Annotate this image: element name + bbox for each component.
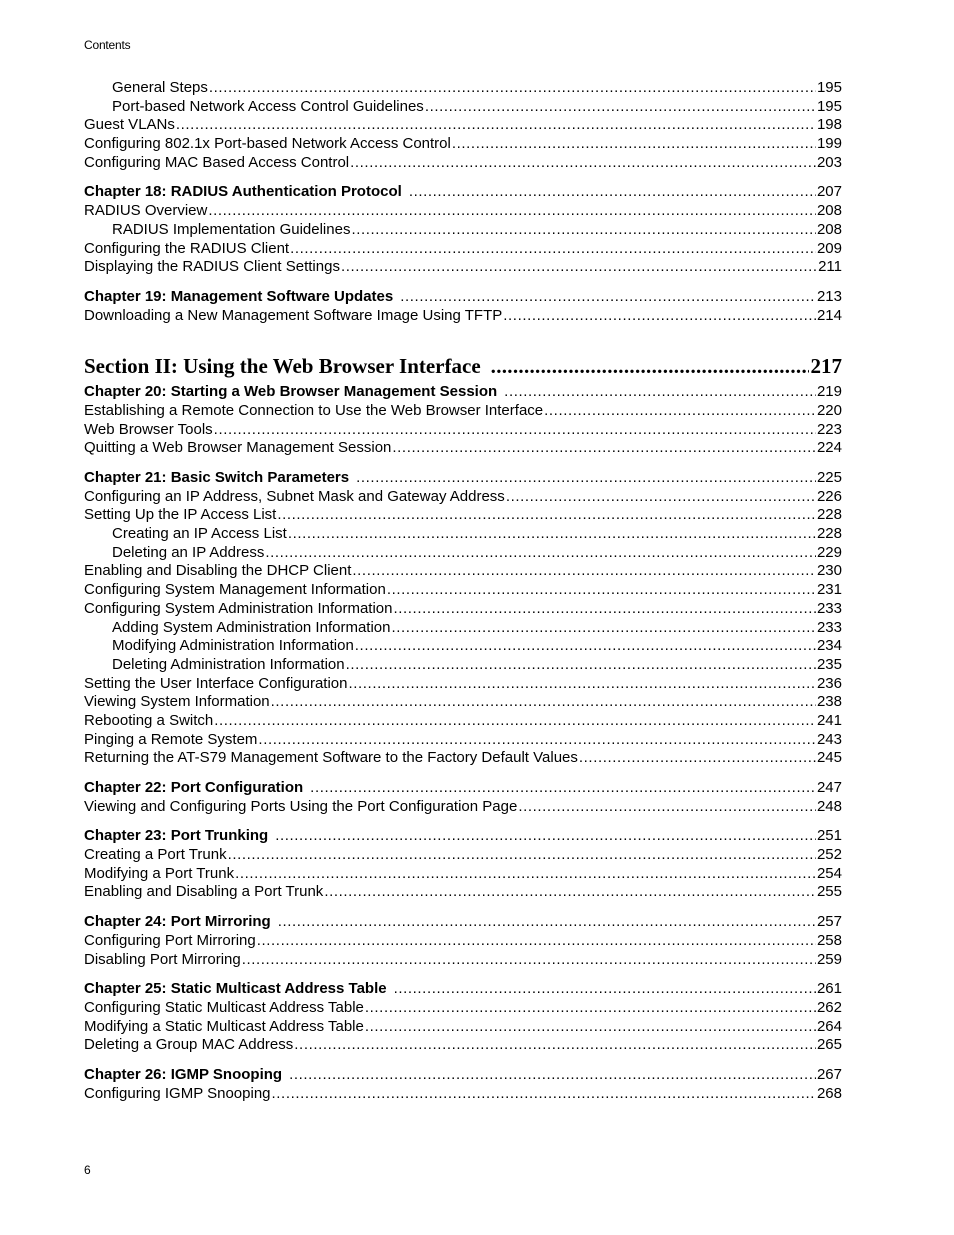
dot-leader xyxy=(348,675,815,694)
toc-page-number: 195 xyxy=(816,79,842,96)
dot-leader xyxy=(394,980,816,999)
toc-page-number: 226 xyxy=(816,487,842,505)
toc-subentry xyxy=(84,544,842,563)
toc-subentry xyxy=(84,619,842,638)
dot-leader xyxy=(310,779,816,798)
toc-title: Guest VLANs xyxy=(84,116,175,134)
toc-page-number: 203 xyxy=(816,153,842,171)
toc-page-number: 231 xyxy=(816,581,842,599)
dot-leader xyxy=(391,619,816,638)
dot-leader xyxy=(579,749,816,768)
dot-leader xyxy=(278,913,816,932)
dot-leader xyxy=(272,1085,816,1104)
dot-leader xyxy=(289,1066,816,1085)
toc-title: Quitting a Web Browser Management Session xyxy=(84,439,392,457)
toc-entry xyxy=(84,240,842,259)
toc-entry xyxy=(84,883,842,902)
toc-title: Configuring 802.1x Port-based Network Access Control xyxy=(84,135,451,153)
toc-title: Configuring Port Mirroring xyxy=(84,931,256,949)
dot-leader xyxy=(257,932,816,951)
toc-entry xyxy=(84,999,842,1018)
toc-title: Chapter 18: RADIUS Authentication Protocol xyxy=(84,183,402,201)
toc-page-number: 224 xyxy=(816,439,842,457)
toc-title: General Steps xyxy=(112,79,208,96)
toc-entry xyxy=(84,675,842,694)
toc-title: Configuring MAC Based Access Control xyxy=(84,153,350,171)
toc-page-number: 267 xyxy=(816,1065,842,1083)
toc-title: Chapter 26: IGMP Snooping xyxy=(84,1065,283,1083)
dot-leader xyxy=(506,488,816,507)
toc-title: Port-based Network Access Control Guidelines xyxy=(112,97,424,115)
toc-title: Configuring the RADIUS Client xyxy=(84,239,290,257)
toc-page-number: 268 xyxy=(816,1084,842,1102)
toc-title: Establishing a Remote Connection to Use the Web Browser Interface xyxy=(84,401,544,419)
toc-entry xyxy=(84,798,842,817)
dot-leader xyxy=(393,600,815,619)
toc-page-number: 223 xyxy=(816,420,842,438)
dot-leader xyxy=(209,79,816,98)
toc-page-number: 254 xyxy=(816,864,842,882)
dot-leader xyxy=(214,421,816,440)
toc-entry xyxy=(84,488,842,507)
dot-leader xyxy=(242,951,816,970)
toc-page-number: 238 xyxy=(816,693,842,711)
toc-page-number: 219 xyxy=(816,383,842,401)
toc-title: Returning the AT-S79 Management Software to the Factory Default Values xyxy=(84,749,578,767)
toc-entry xyxy=(84,506,842,525)
toc-page-number: 198 xyxy=(816,116,842,134)
toc-page-number: 209 xyxy=(816,239,842,257)
toc-chapter xyxy=(84,1066,842,1085)
toc-chapter xyxy=(84,383,842,402)
dot-leader xyxy=(350,154,816,173)
dot-leader xyxy=(294,1036,816,1055)
table-of-contents xyxy=(84,79,842,1103)
toc-page-number: 251 xyxy=(816,827,842,845)
toc-entry xyxy=(84,154,842,173)
toc-title: RADIUS Overview xyxy=(84,202,208,220)
toc-page-number: 229 xyxy=(816,543,842,561)
toc-entry xyxy=(84,932,842,951)
toc-subentry xyxy=(84,656,842,675)
page-number: 6 xyxy=(84,1163,91,1177)
toc-title: Rebooting a Switch xyxy=(84,711,214,729)
toc-entry xyxy=(84,731,842,750)
dot-leader xyxy=(425,98,816,117)
toc-page-number: 230 xyxy=(816,562,842,580)
toc-entry xyxy=(84,202,842,221)
dot-leader xyxy=(504,383,816,402)
toc-title: Configuring an IP Address, Subnet Mask and Gateway Address xyxy=(84,487,505,505)
dot-leader xyxy=(208,202,816,221)
toc-title: Deleting Administration Information xyxy=(112,655,345,673)
toc-page-number: 261 xyxy=(816,980,842,998)
toc-chapter xyxy=(84,288,842,307)
dot-leader xyxy=(265,544,816,563)
toc-page-number: 257 xyxy=(816,913,842,931)
toc-chapter xyxy=(84,827,842,846)
dot-leader xyxy=(518,798,816,817)
toc-entry xyxy=(84,712,842,731)
dot-leader xyxy=(214,712,816,731)
toc-page-number: 233 xyxy=(816,599,842,617)
toc-page-number: 214 xyxy=(816,306,842,324)
toc-entry xyxy=(84,135,842,154)
toc-title: Pinging a Remote System xyxy=(84,730,258,748)
toc-title: Viewing System Information xyxy=(84,693,270,711)
toc-page-number: 208 xyxy=(816,202,842,220)
dot-leader xyxy=(275,827,816,846)
toc-page-number: 241 xyxy=(816,711,842,729)
toc-chapter xyxy=(84,779,842,798)
toc-page-number: 259 xyxy=(816,950,842,968)
toc-chapter xyxy=(84,183,842,202)
toc-page-number: 233 xyxy=(816,618,842,636)
toc-title: Configuring IGMP Snooping xyxy=(84,1084,271,1102)
toc-title: Chapter 19: Management Software Updates xyxy=(84,287,394,305)
toc-title: Chapter 25: Static Multicast Address Table xyxy=(84,980,387,998)
toc-page-number: 195 xyxy=(816,97,842,115)
toc-page-number: 211 xyxy=(818,258,842,276)
toc-entry xyxy=(84,1085,842,1104)
dot-leader xyxy=(365,999,816,1018)
running-header: Contents xyxy=(84,38,131,52)
toc-chapter xyxy=(84,980,842,999)
toc-title: Adding System Administration Information xyxy=(112,618,391,636)
toc-entry xyxy=(84,258,842,277)
toc-title: Modifying Administration Information xyxy=(112,637,354,655)
toc-page-number: 217 xyxy=(810,354,842,379)
toc-entry xyxy=(84,951,842,970)
toc-page-number: 199 xyxy=(816,135,842,153)
toc-page-number: 248 xyxy=(816,797,842,815)
dot-leader xyxy=(387,581,816,600)
toc-entry xyxy=(84,1036,842,1055)
dot-leader xyxy=(228,846,816,865)
toc-page-number: 245 xyxy=(816,749,842,767)
dot-leader xyxy=(346,656,816,675)
toc-page-number: 264 xyxy=(816,1017,842,1035)
dot-leader xyxy=(452,135,816,154)
toc-entry xyxy=(84,402,842,421)
toc-entry xyxy=(84,562,842,581)
toc-title: Chapter 24: Port Mirroring xyxy=(84,913,271,931)
toc-title: Configuring System Administration Information xyxy=(84,599,393,617)
dot-leader xyxy=(351,221,816,240)
toc-entry xyxy=(84,581,842,600)
dot-leader xyxy=(258,731,816,750)
toc-page-number: 262 xyxy=(816,998,842,1016)
toc-entry xyxy=(84,865,842,884)
toc-chapter xyxy=(84,913,842,932)
toc-subentry xyxy=(84,525,842,544)
dot-leader xyxy=(409,183,816,202)
toc-entry xyxy=(84,1018,842,1037)
toc-title: Displaying the RADIUS Client Settings xyxy=(84,258,340,276)
toc-title: Modifying a Static Multicast Address Table xyxy=(84,1017,364,1035)
toc-entry xyxy=(84,421,842,440)
dot-leader xyxy=(365,1018,816,1037)
dot-leader xyxy=(324,883,816,902)
toc-page-number: 247 xyxy=(816,779,842,796)
toc-title: RADIUS Implementation Guidelines xyxy=(112,220,351,238)
dot-leader xyxy=(356,469,816,488)
dot-leader xyxy=(544,402,816,421)
toc-page-number: 207 xyxy=(816,183,842,201)
toc-entry xyxy=(84,600,842,619)
dot-leader xyxy=(290,240,816,259)
dot-leader xyxy=(235,865,816,884)
dot-leader xyxy=(491,353,809,379)
toc-entry xyxy=(84,307,842,326)
toc-entry xyxy=(84,749,842,768)
toc-title: Creating an IP Access List xyxy=(112,525,287,543)
dot-leader xyxy=(355,637,816,656)
toc-page-number: 265 xyxy=(816,1036,842,1054)
toc-page-number: 255 xyxy=(816,883,842,901)
dot-leader xyxy=(352,562,816,581)
toc-page-number: 213 xyxy=(816,287,842,305)
toc-page-number: 252 xyxy=(816,846,842,864)
toc-entry xyxy=(84,439,842,458)
dot-leader xyxy=(271,693,816,712)
toc-page-number: 228 xyxy=(816,525,842,543)
toc-title: Creating a Port Trunk xyxy=(84,846,227,864)
toc-title: Enabling and Disabling a Port Trunk xyxy=(84,883,324,901)
toc-title: Configuring Static Multicast Address Table xyxy=(84,998,364,1016)
toc-title: Deleting a Group MAC Address xyxy=(84,1036,294,1054)
toc-section-heading xyxy=(84,353,842,379)
toc-subentry xyxy=(84,637,842,656)
dot-leader xyxy=(288,525,816,544)
toc-title: Section II: Using the Web Browser Interface xyxy=(84,354,481,379)
toc-title: Setting the User Interface Configuration xyxy=(84,674,348,692)
dot-leader xyxy=(400,288,816,307)
toc-title: Enabling and Disabling the DHCP Client xyxy=(84,562,352,580)
toc-page-number: 208 xyxy=(816,220,842,238)
toc-title: Chapter 23: Port Trunking xyxy=(84,827,269,845)
toc-page-number: 235 xyxy=(816,655,842,673)
toc-title: Deleting an IP Address xyxy=(112,543,265,561)
toc-title: Chapter 21: Basic Switch Parameters xyxy=(84,469,350,486)
toc-title: Chapter 22: Port Configuration xyxy=(84,779,304,796)
toc-title: Chapter 20: Starting a Web Browser Management Session xyxy=(84,383,498,401)
toc-page-number: 234 xyxy=(816,637,842,655)
toc-page-number: 258 xyxy=(816,931,842,949)
toc-chapter xyxy=(84,469,842,488)
toc-page-number: 228 xyxy=(816,506,842,524)
toc-title: Setting Up the IP Access List xyxy=(84,506,277,524)
dot-leader xyxy=(392,439,816,458)
toc-page-number: 243 xyxy=(816,730,842,748)
toc-subentry xyxy=(84,221,842,240)
dot-leader xyxy=(176,116,816,135)
toc-entry xyxy=(84,846,842,865)
toc-subentry xyxy=(84,98,842,117)
toc-entry xyxy=(84,116,842,135)
toc-page-number: 220 xyxy=(816,401,842,419)
toc-page-number: 225 xyxy=(816,469,842,486)
dot-leader xyxy=(341,258,817,277)
toc-title: Viewing and Configuring Ports Using the Port Configuration Page xyxy=(84,797,518,815)
toc-title: Disabling Port Mirroring xyxy=(84,950,241,968)
toc-title: Downloading a New Management Software Image Using TFTP xyxy=(84,306,503,324)
toc-subentry xyxy=(84,79,842,98)
toc-page-number: 236 xyxy=(816,674,842,692)
toc-title: Web Browser Tools xyxy=(84,420,213,438)
dot-leader xyxy=(277,506,816,525)
toc-entry xyxy=(84,693,842,712)
toc-title: Modifying a Port Trunk xyxy=(84,864,235,882)
toc-title: Configuring System Management Information xyxy=(84,581,386,599)
dot-leader xyxy=(503,307,816,326)
